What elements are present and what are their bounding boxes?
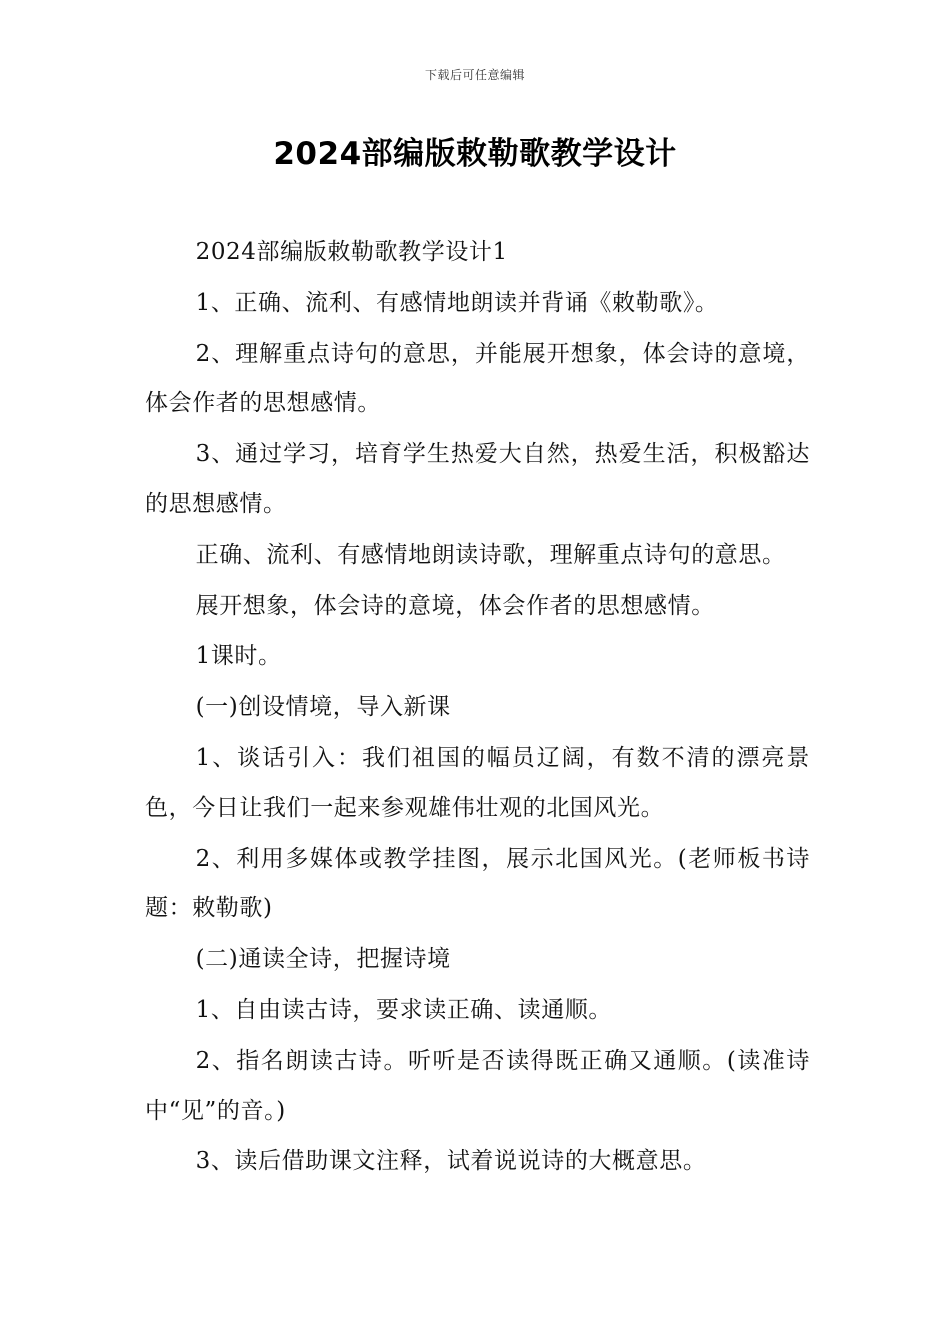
- section-heading-2: (二)通读全诗，把握诗境: [195, 946, 451, 973]
- paragraph-subtitle: 2024部编版敕勒歌教学设计1: [195, 239, 508, 265]
- header-note: 下载后可任意编辑: [424, 68, 525, 82]
- paragraph-step-1-1: 1、谈话引入：我们祖国的幅员辽阔，有数不清的漂亮景色，今日让我们一起来参观雄伟壮观的北国风光。: [145, 744, 810, 821]
- paragraph-class-hours: 1课时。: [195, 643, 282, 670]
- paragraph-key-point: 正确、流利、有感情地朗读诗歌，理解重点诗句的意思。: [195, 541, 786, 568]
- document-title: 2024部编版敕勒歌教学设计: [273, 136, 677, 172]
- paragraph-objective-2: 2、理解重点诗句的意思，并能展开想象，体会诗的意境，体会作者的思想感情。: [145, 340, 810, 417]
- paragraph-step-2-1: 1、自由读古诗，要求读正确、读通顺。: [195, 996, 613, 1023]
- section-heading-1: (一)创设情境，导入新课: [195, 694, 451, 721]
- paragraph-objective-1: 1、正确、流利、有感情地朗读并背诵《敕勒歌》。: [195, 289, 719, 316]
- paragraph-step-2-2: 2、指名朗读古诗。听听是否读得既正确又通顺。(读准诗中“见”的音。): [145, 1047, 810, 1124]
- document-body: [145, 228, 810, 1188]
- paragraph-step-1-2: 2、利用多媒体或教学挂图，展示北国风光。(老师板书诗题：敕勒歌): [145, 845, 810, 922]
- paragraph-difficulty: 展开想象，体会诗的意境，体会作者的思想感情。: [195, 592, 715, 619]
- paragraph-objective-3: 3、通过学习，培育学生热爱大自然，热爱生活，积极豁达的思想感情。: [145, 441, 810, 517]
- paragraph-step-2-3: 3、读后借助课文注释，试着说说诗的大概意思。: [195, 1148, 707, 1175]
